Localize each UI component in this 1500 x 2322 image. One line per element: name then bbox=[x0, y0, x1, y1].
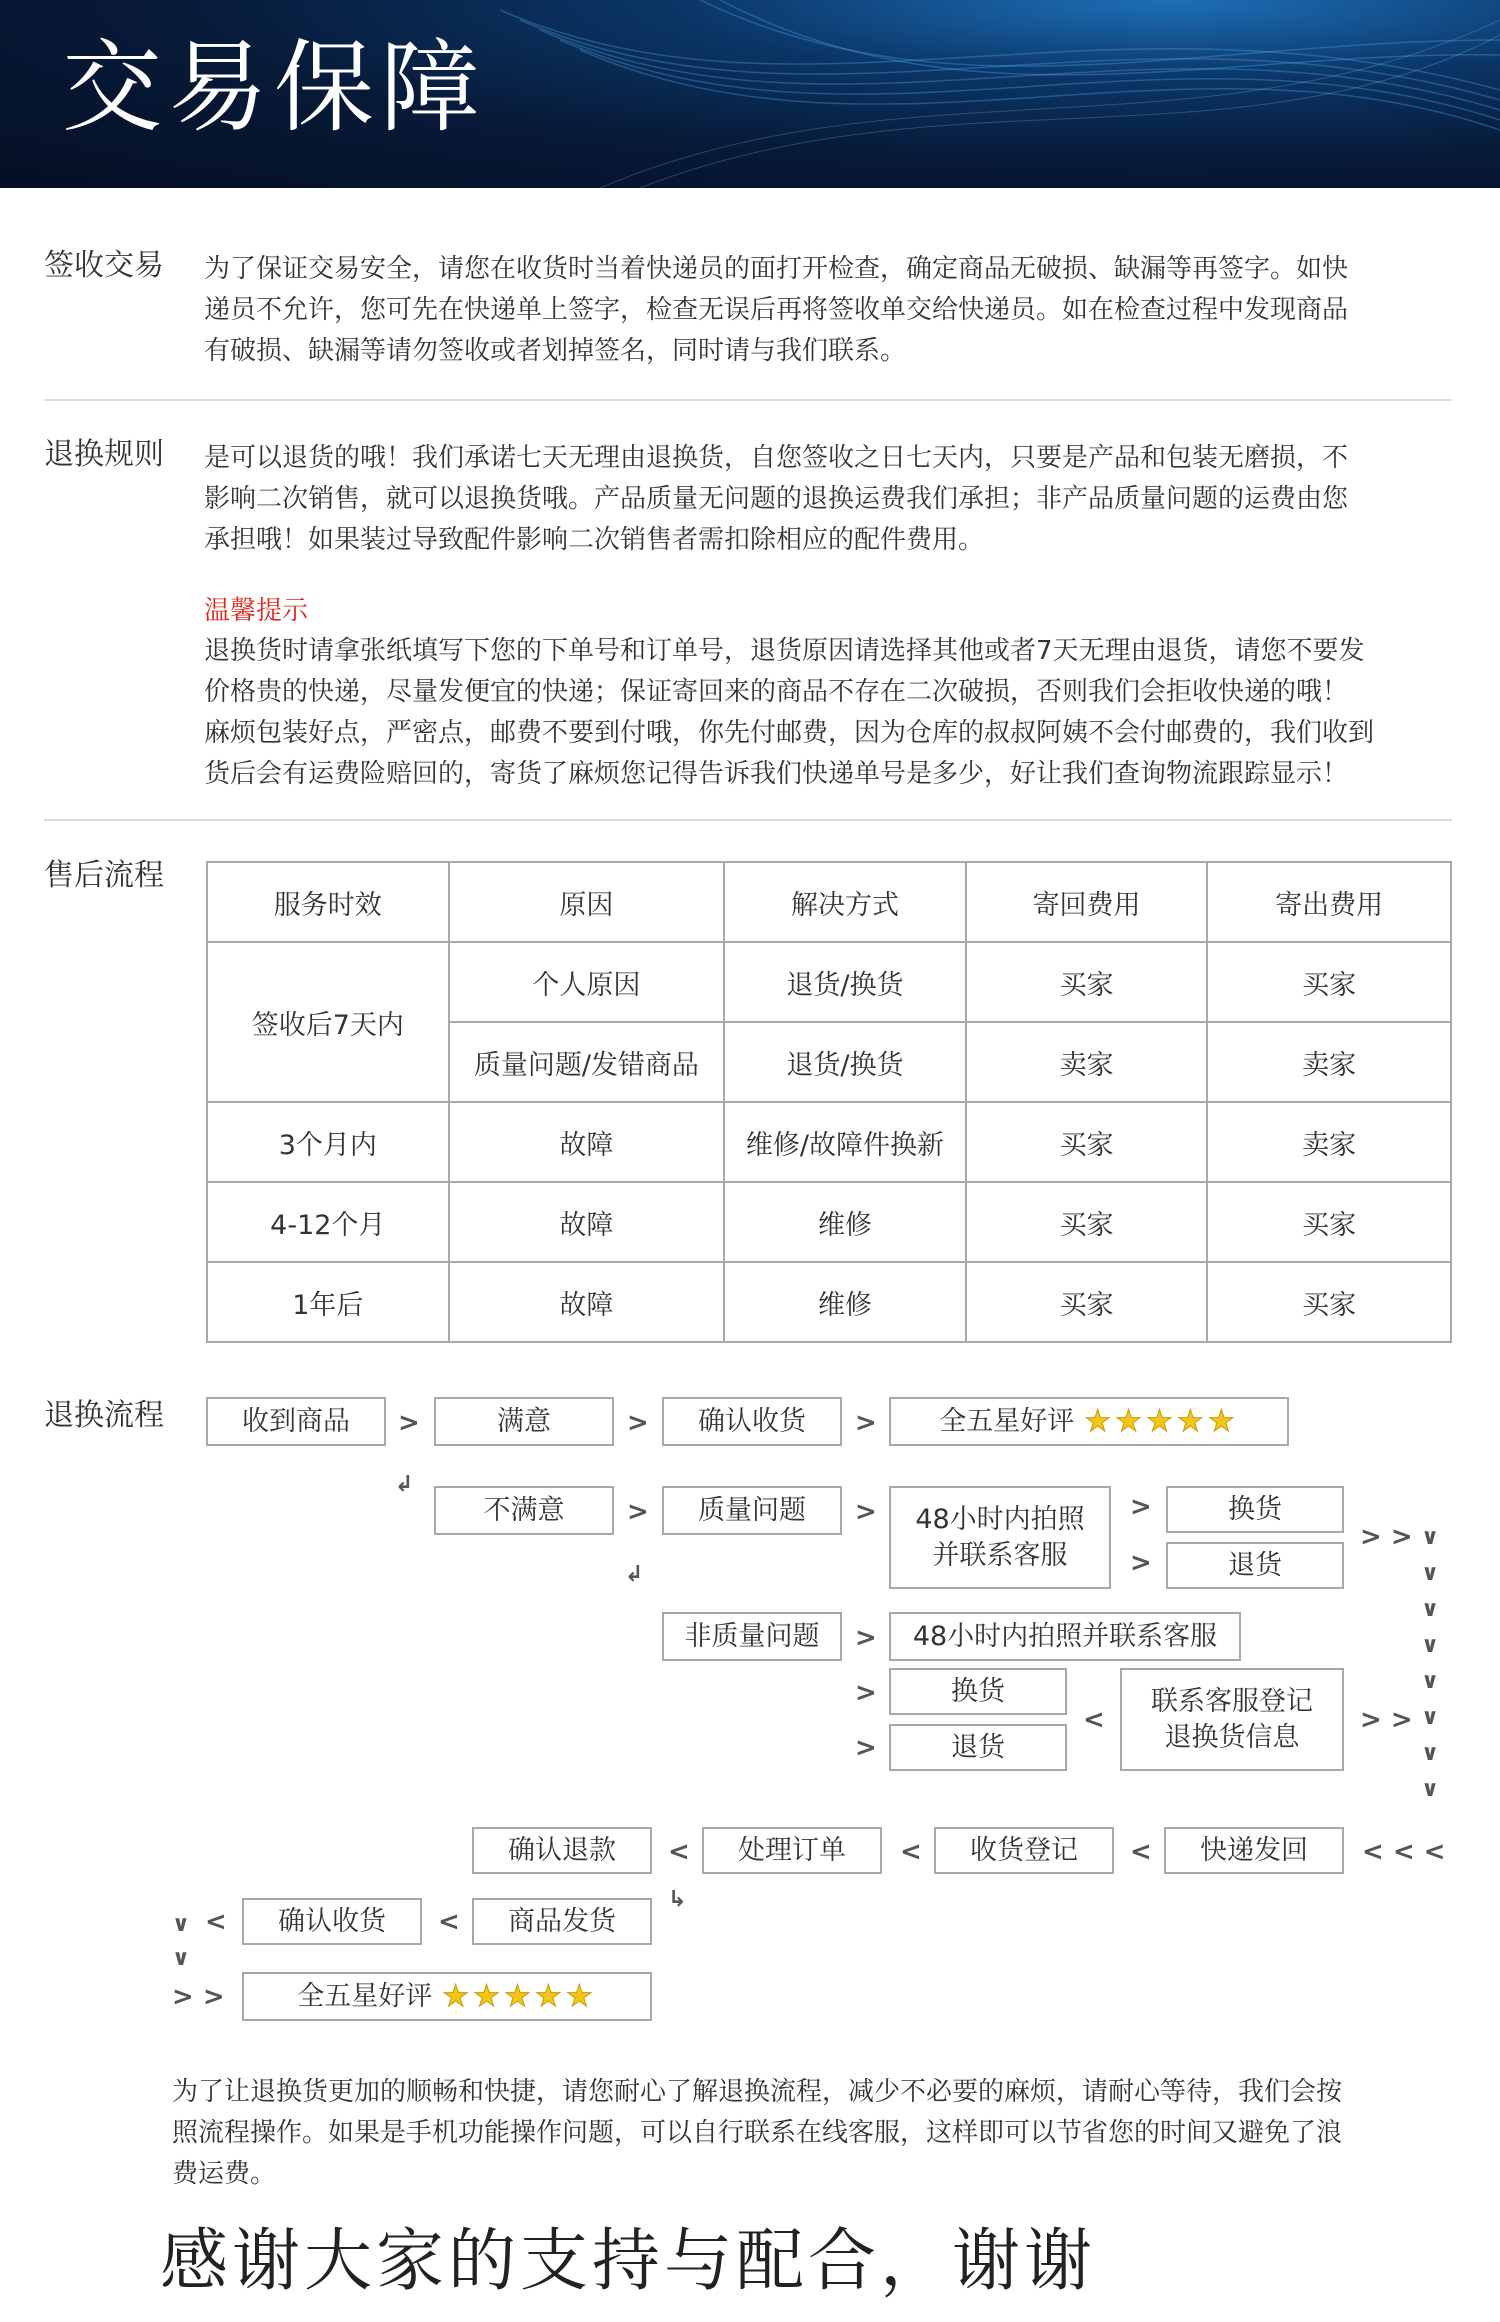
arrow-right-icon: > bbox=[627, 1408, 649, 1438]
arrow-right-icon: > bbox=[855, 1408, 877, 1438]
flow-step-satisfied: 满意 bbox=[434, 1397, 614, 1446]
tip-line: 退换货时请拿张纸填写下您的下单号和订单号，退货原因请选择其他或者7天无理由退货，请您不要发 bbox=[204, 636, 1365, 666]
arrow-right-icon: > bbox=[1130, 1548, 1152, 1578]
flow-step-confirm-receipt: 确认收货 bbox=[662, 1397, 842, 1446]
flow-step-exchange-2: 换货 bbox=[889, 1668, 1067, 1715]
table-cell: 个人原因 bbox=[449, 942, 725, 1022]
sign-line: 有破损、缺漏等请勿签收或者划掉签名，同时请与我们联系。 bbox=[204, 336, 907, 366]
arrow-left-icon: < bbox=[668, 1837, 690, 1867]
note-paragraph bbox=[172, 2072, 1462, 2195]
double-arrow-right-icon: > > bbox=[1360, 1522, 1413, 1552]
table-cell: 4-12个月 bbox=[207, 1182, 449, 1262]
arrow-right-icon: > bbox=[855, 1623, 877, 1653]
sign-paragraph bbox=[204, 249, 1500, 372]
flow-step-goods-shipped: 商品发货 bbox=[472, 1898, 652, 1945]
chevron-down-icon-column: ∨ ∨ bbox=[172, 1912, 190, 1971]
tip-line: 价格贵的快递，尽量发便宜的快递；保证寄回来的商品不存在二次破损，否则我们会拒收快递的哦！ bbox=[204, 677, 1349, 707]
flow-step-five-star bbox=[889, 1397, 1289, 1446]
table-cell: 卖家 bbox=[1207, 1022, 1451, 1102]
table-header-row bbox=[207, 862, 1451, 942]
rules-line: 承担哦！如果装过导致配件影响二次销售者需扣除相应的配件费用。 bbox=[204, 525, 985, 555]
tip-line: 货后会有运费险赔回的，寄货了麻烦您记得告诉我们快递单号是多少，好让我们查询物流跟踪显示！ bbox=[204, 759, 1349, 789]
arrow-right-icon: > bbox=[1130, 1492, 1152, 1522]
table-cell: 退货/换货 bbox=[724, 1022, 966, 1102]
arrow-left-icon: < bbox=[205, 1907, 227, 1937]
table-header-cell: 解决方式 bbox=[724, 862, 966, 942]
arrow-right-icon: > bbox=[627, 1497, 649, 1527]
table-cell: 故障 bbox=[449, 1102, 725, 1182]
table-cell: 买家 bbox=[1207, 942, 1451, 1022]
flow-step-return: 退货 bbox=[1166, 1542, 1344, 1589]
table-cell: 故障 bbox=[449, 1262, 725, 1342]
service-table bbox=[206, 861, 1452, 1343]
flow-step-express-back: 快递发回 bbox=[1164, 1827, 1344, 1874]
page-title: 交易保障 bbox=[62, 29, 486, 146]
table-cell: 买家 bbox=[966, 1182, 1208, 1262]
table-header-cell: 原因 bbox=[449, 862, 725, 942]
table-row bbox=[207, 1182, 1451, 1262]
rules-paragraph bbox=[204, 438, 1500, 561]
table-cell: 卖家 bbox=[966, 1022, 1208, 1102]
tip-line: 麻烦包装好点，严密点，邮费不要到付哦，你先付邮费，因为仓库的叔叔阿姨不会付邮费的，我们收到 bbox=[204, 718, 1375, 748]
note-line: 费运费。 bbox=[172, 2159, 277, 2189]
triple-arrow-left-icon: < < < bbox=[1362, 1837, 1446, 1867]
five-star-label: 全五星好评 bbox=[939, 1405, 1075, 1437]
divider bbox=[44, 399, 1452, 401]
flow-step-five-star-2 bbox=[242, 1972, 652, 2021]
flow-step-confirm-refund: 确认退款 bbox=[472, 1827, 652, 1874]
table-row bbox=[207, 942, 1451, 1022]
flow-step-quality-issue: 质量问题 bbox=[662, 1486, 842, 1535]
table-cell: 1年后 bbox=[207, 1262, 449, 1342]
arrow-right-icon: > bbox=[855, 1497, 877, 1527]
arrow-left-icon: < bbox=[438, 1907, 460, 1937]
table-cell: 3个月内 bbox=[207, 1102, 449, 1182]
table-header-cell: 寄回费用 bbox=[966, 862, 1208, 942]
flow-step-unsatisfied: 不满意 bbox=[434, 1486, 614, 1535]
table-cell: 签收后7天内 bbox=[207, 942, 449, 1102]
table-cell: 维修/故障件换新 bbox=[724, 1102, 966, 1182]
double-arrow-right-icon: > > bbox=[1360, 1705, 1413, 1735]
table-cell: 买家 bbox=[1207, 1182, 1451, 1262]
section-label-flow: 退换流程 bbox=[44, 1398, 164, 1433]
table-cell: 卖家 bbox=[1207, 1102, 1451, 1182]
section-label-aftersale: 售后流程 bbox=[44, 858, 164, 893]
thanks-message: 感谢大家的支持与配合，谢谢 bbox=[160, 2222, 1097, 2301]
table-cell: 买家 bbox=[966, 1102, 1208, 1182]
table-row bbox=[207, 1262, 1451, 1342]
flow-step-return-2: 退货 bbox=[889, 1724, 1067, 1771]
sign-line: 递员不允许，您可先在快递单上签字，检查无误后再将签收单交给快递员。如在检查过程中发现商品 bbox=[204, 295, 1349, 325]
flow-step-non-quality-issue: 非质量问题 bbox=[662, 1612, 842, 1661]
corner-arrow-icon: ↲ bbox=[395, 1472, 414, 1497]
flow-step-confirm-receipt-2: 确认收货 bbox=[242, 1898, 422, 1945]
flow-step-photo-48h: 48小时内拍照 并联系客服 bbox=[889, 1486, 1111, 1589]
section-label-rules: 退换规则 bbox=[44, 437, 164, 472]
star-rating-icon: ★★★★★ bbox=[442, 1978, 597, 2014]
flow-step-exchange: 换货 bbox=[1166, 1486, 1344, 1533]
arrow-left-icon: < bbox=[900, 1837, 922, 1867]
rules-line: 影响二次销售，就可以退换货哦。产品质量无问题的退换运费我们承担；非产品质量问题的运费由您 bbox=[204, 484, 1349, 514]
arrow-right-icon: > bbox=[855, 1678, 877, 1708]
header-banner bbox=[0, 0, 1500, 188]
arrow-left-icon: < bbox=[1130, 1837, 1152, 1867]
table-row bbox=[207, 1102, 1451, 1182]
chevron-down-icon-column: ∨ ∨ ∨ ∨ ∨ ∨ ∨ ∨ bbox=[1421, 1525, 1439, 1802]
table-header-cell: 寄出费用 bbox=[1207, 862, 1451, 942]
note-line: 为了让退换货更加的顺畅和快捷，请您耐心了解退换流程，减少不必要的麻烦，请耐心等待，我们会按 bbox=[172, 2077, 1343, 2107]
corner-arrow-icon: ↳ bbox=[668, 1887, 687, 1912]
sign-line: 为了保证交易安全，请您在收货时当着快递员的面打开检查，确定商品无破损、缺漏等再签字。如快 bbox=[204, 254, 1349, 284]
double-arrow-right-icon: > > bbox=[172, 1982, 225, 2012]
flow-step-register-cs: 联系客服登记 退换货信息 bbox=[1120, 1668, 1344, 1771]
rules-line: 是可以退货的哦！我们承诺七天无理由退换货，自您签收之日七天内，只要是产品和包装无磨损，不 bbox=[204, 443, 1349, 473]
table-cell: 维修 bbox=[724, 1262, 966, 1342]
divider bbox=[44, 819, 1452, 821]
table-cell: 买家 bbox=[966, 1262, 1208, 1342]
tip-title: 温馨提示 bbox=[204, 596, 309, 626]
flow-step-receive: 收到商品 bbox=[206, 1397, 386, 1446]
five-star-label: 全五星好评 bbox=[297, 1980, 433, 2012]
table-cell: 退货/换货 bbox=[724, 942, 966, 1022]
arrow-left-icon: < bbox=[1083, 1705, 1105, 1735]
table-cell: 质量问题/发错商品 bbox=[449, 1022, 725, 1102]
corner-arrow-icon: ↲ bbox=[625, 1562, 644, 1587]
table-cell: 维修 bbox=[724, 1182, 966, 1262]
tip-paragraph bbox=[204, 631, 1500, 795]
table-cell: 故障 bbox=[449, 1182, 725, 1262]
flow-step-receipt-register: 收货登记 bbox=[934, 1827, 1114, 1874]
star-rating-icon: ★★★★★ bbox=[1084, 1403, 1239, 1439]
section-label-sign: 签收交易 bbox=[44, 248, 164, 283]
arrow-right-icon: > bbox=[855, 1733, 877, 1763]
arrow-right-icon: > bbox=[398, 1408, 420, 1438]
table-cell: 买家 bbox=[966, 942, 1208, 1022]
flow-step-process-order: 处理订单 bbox=[702, 1827, 882, 1874]
flow-step-photo-48h-single: 48小时内拍照并联系客服 bbox=[889, 1612, 1241, 1661]
table-cell: 买家 bbox=[1207, 1262, 1451, 1342]
table-header-cell: 服务时效 bbox=[207, 862, 449, 942]
note-line: 照流程操作。如果是手机功能操作问题，可以自行联系在线客服，这样即可以节省您的时间又避免了浪 bbox=[172, 2118, 1343, 2148]
